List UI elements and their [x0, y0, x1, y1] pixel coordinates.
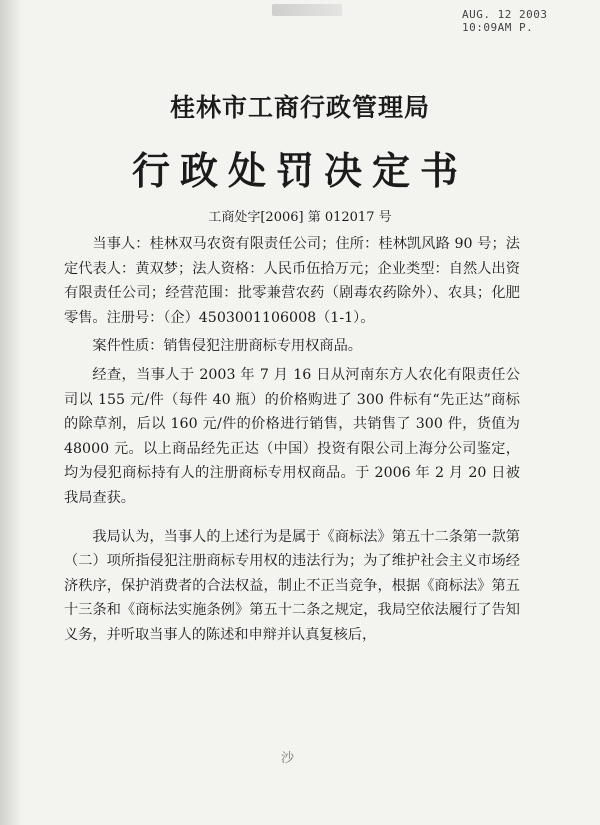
document-title: 行政处罚决定书 — [131, 148, 468, 193]
case-nature-paragraph: 案件性质：销售侵犯注册商标专用权商品。 — [92, 338, 362, 355]
fax-header: AUG. 12 2003 10:09AM P. — [462, 8, 548, 34]
document-body — [64, 232, 520, 648]
fax-smudge — [272, 4, 342, 16]
party-info-paragraph: 当事人：桂林双马农资有限责任公司；住所：桂林凯风路 90 号；法定代表人：黄双梦；法人资格：人民币伍拾万元；企业类型：自然人出资有限责任公司；经营范围：批零兼营农药（剧毒农药除外）、农具；化肥零售。注册号：（企）4503001106008（1-1）。 — [64, 236, 520, 326]
footer-mark: 沙 — [281, 751, 295, 766]
investigation-paragraph: 经查，当事人于 2003 年 7 月 16 日从河南东方人农化有限责任公司以 155 元/件（每件 40 瓶）的价格购进了 300 件标有“先正达”商标的除草剂，后以 160 元/件的价格进行销售，共销售了 300 件，货值为 48000 元。以上商品经先正达（中国）投资有限公司上海分公司鉴定，均为侵犯商标持有人的注册商标专用权商品。于 2006 年 2 月 20 日被我局查获。 — [64, 366, 520, 506]
finding-paragraph: 我局认为，当事人的上述行为是属于《商标法》第五十二条第一款第（二）项所指侵犯注册商标专用权的违法行为；为了维护社会主义市场经济秩序，保护消费者的合法权益，制止不正当竞争，根据《商标法》第五十三条和《商标法实施条例》第五十二条之规定，我局空依法履行了告知义务，并听取当事人的陈述和申辩并认真复核后， — [64, 528, 520, 643]
document-number: 工商处字[2006] 第 012017 号 — [208, 210, 392, 225]
organization-title: 桂林市工商行政管理局 — [169, 93, 430, 122]
